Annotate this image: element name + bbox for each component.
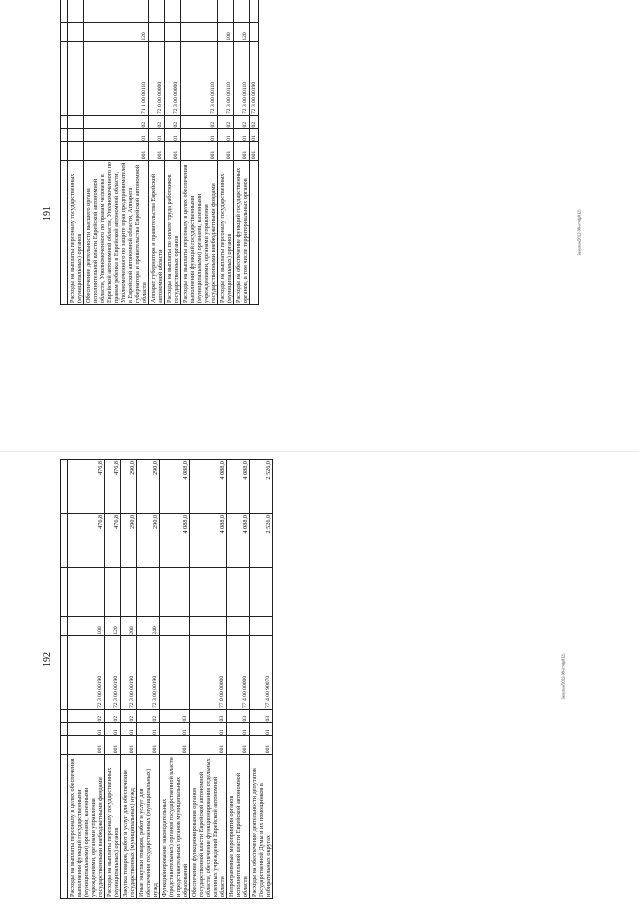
table-row (160, 460, 190, 899)
header-cell (61, 722, 68, 735)
cell-rz: 01 (68, 722, 105, 735)
rotated-table-container (60, 459, 320, 899)
cell-csr: 72 3 00 00190 (137, 636, 160, 709)
cell-vr (227, 616, 250, 636)
header-cell (61, 160, 68, 304)
cell-gr: 001 (160, 736, 190, 754)
cell-rz: 01 (105, 722, 121, 735)
header-cell (61, 513, 68, 567)
cell-s1: 290,0 (121, 513, 137, 567)
cell-gr: 001 (250, 736, 273, 754)
cell-rz: 01 (137, 722, 160, 735)
cell-pr: 02 (165, 115, 181, 128)
table-row (190, 460, 227, 899)
table-row (227, 460, 250, 899)
cell-pr: 02 (218, 115, 234, 128)
cell-csr: 72 0 00 00000 (149, 42, 165, 115)
cell-s2: 4 088,0 (190, 460, 227, 514)
header-cell (61, 42, 68, 115)
cell-name: Расходы на выплаты по оплате труда работников государственных органов (165, 160, 181, 304)
cell-rz: 01 (181, 128, 218, 141)
cell-gr: 001 (250, 142, 259, 160)
table-row (149, 0, 165, 305)
budget-table (60, 0, 259, 305)
cell-name: Расходы на выплаты персоналу в целях обеспечения выполнения функций государственными (муниципальными) органами, казенными учреждениями, органами управления государственными внебюджетными фондами (68, 754, 105, 898)
cell-vr (149, 22, 165, 42)
cell-empty (181, 0, 218, 22)
cell-empty (137, 567, 160, 616)
cell-gr: 001 (149, 142, 165, 160)
cell-csr: 72 3 00 00110 (218, 42, 234, 115)
cell-pr: 02 (234, 115, 250, 128)
table-row (181, 0, 218, 305)
cell-vr: 100 (68, 616, 105, 636)
cell-s1: 2 526,0 (250, 513, 273, 567)
cell-rz: 01 (250, 722, 273, 735)
cell-csr: 72 3 00 00190 (68, 636, 105, 709)
cell-csr: 77 4 00 00000 (227, 636, 250, 709)
cell-gr: 001 (68, 736, 105, 754)
cell-rz: 01 (160, 722, 190, 735)
table-row (68, 0, 84, 305)
cell-empty (68, 567, 105, 616)
page-footer: Закупки/2022-98-отч(р812) (560, 653, 566, 700)
header-row (61, 0, 68, 305)
cell-empty (250, 567, 273, 616)
header-cell (61, 115, 68, 128)
cell-vr: 240 (137, 616, 160, 636)
cell-name: Непрограммные мероприятия органов исполнительной власти Еврейской автономной области (227, 754, 250, 898)
cell-rz: 01 (227, 722, 250, 735)
cell-rz: 01 (250, 128, 259, 141)
cell-csr: 72 3 00 00190 (250, 42, 259, 115)
cell-s2: 476,8 (68, 460, 105, 514)
cell-pr: 03 (250, 709, 273, 722)
table-row (234, 0, 250, 305)
cell-name: Расходы на выплаты персоналу в целях обеспечения выполнения функций государственными (муниципальными) органами, казенными учреждениями, органами управления государственными внебюджетными фондами (181, 160, 218, 304)
cell-rz: 01 (165, 128, 181, 141)
cell-csr: 72 3 00 00110 (181, 42, 218, 115)
cell-empty (218, 0, 234, 22)
cell-gr: 001 (84, 142, 149, 160)
budget-table (60, 459, 273, 899)
cell-gr: 001 (137, 736, 160, 754)
cell-vr: 120 (105, 616, 121, 636)
cell-pr: 03 (190, 709, 227, 722)
cell-pr: 03 (160, 709, 190, 722)
cell-name: Функционирование законодательных (представительных) органов государственной власти и представительных органов муниципальных образований (160, 754, 190, 898)
cell-s1: 4 088,0 (190, 513, 227, 567)
cell-gr: 001 (165, 142, 181, 160)
table-row (250, 460, 273, 899)
header-cell (61, 709, 68, 722)
table-row (84, 0, 149, 305)
cell-vr: 120 (84, 22, 149, 42)
cell-rz: 01 (121, 722, 137, 735)
page-number: 192 (42, 652, 53, 667)
header-cell (61, 616, 68, 636)
cell-gr: 001 (218, 142, 234, 160)
cell-name: Иные закупки товаров, работ и услуг для обеспечения государственных (муниципальных) нужд (137, 754, 160, 898)
header-cell (61, 142, 68, 160)
table-row (250, 0, 259, 305)
header-cell (61, 128, 68, 141)
cell-empty (121, 567, 137, 616)
cell-vr (190, 616, 227, 636)
cell-name: Расходы на выплаты персоналу государственных (муниципальных) органов (68, 160, 84, 304)
cell-s2: 290,0 (121, 460, 137, 514)
cell-empty (165, 0, 181, 22)
page-footer: Закупки/2022-98-отч(р812) (576, 209, 582, 256)
cell-csr: 72 3 00 00190 (105, 636, 121, 709)
cell-pr: 02 (68, 709, 105, 722)
cell-vr (160, 616, 190, 636)
cell-empty (149, 0, 165, 22)
cell-vr (68, 22, 84, 42)
table-row (68, 460, 105, 899)
cell-rz (68, 128, 84, 141)
cell-gr: 001 (181, 142, 218, 160)
cell-csr: 77 4 00 90070 (250, 636, 273, 709)
cell-rz: 01 (218, 128, 234, 141)
cell-csr: 71 1 00 00110 (84, 42, 149, 115)
cell-s2: 4 088,0 (160, 460, 190, 514)
header-cell (61, 22, 68, 42)
cell-name: Расходы на обеспечение функций государственных органов, в том числе территориальных органов (234, 160, 250, 304)
cell-gr: 001 (234, 142, 250, 160)
cell-vr (165, 22, 181, 42)
cell-rz: 01 (234, 128, 250, 141)
table-row (218, 0, 234, 305)
cell-name: Обеспечение функционирования органов государственной власти Еврейской автономной области, обеспечение функционирования отдельных казенных учреждений Еврейской автономной области (190, 754, 227, 898)
cell-pr (68, 115, 84, 128)
header-cell (61, 0, 68, 22)
cell-vr (250, 22, 259, 42)
cell-rz: 01 (149, 128, 165, 141)
table-row (165, 0, 181, 305)
cell-csr (160, 636, 190, 709)
cell-gr: 001 (105, 736, 121, 754)
cell-s1: 476,8 (68, 513, 105, 567)
cell-pr: 02 (84, 115, 149, 128)
cell-empty (84, 0, 149, 22)
table-row (137, 460, 160, 899)
cell-pr: 02 (250, 115, 259, 128)
cell-pr: 02 (137, 709, 160, 722)
cell-pr: 02 (149, 115, 165, 128)
page-192 (0, 452, 639, 904)
cell-csr: 77 0 00 00000 (190, 636, 227, 709)
cell-csr: 72 3 00 00110 (234, 42, 250, 115)
cell-pr: 03 (227, 709, 250, 722)
cell-s1: 290,0 (137, 513, 160, 567)
cell-name: Закупка товаров, работ и услуг для обеспечения государственных (муниципальных) нужд (121, 754, 137, 898)
cell-s1: 4 088,0 (160, 513, 190, 567)
cell-gr: 001 (227, 736, 250, 754)
cell-empty (190, 567, 227, 616)
cell-gr: 001 (190, 736, 227, 754)
cell-name: Расходы на выплаты персоналу государственных (муниципальных) органов (218, 160, 234, 304)
rotated-table-container (60, 0, 320, 305)
cell-empty (68, 0, 84, 22)
header-cell (61, 754, 68, 898)
cell-name (250, 160, 259, 304)
cell-s1: 476,8 (105, 513, 121, 567)
cell-name: Аппарат губернатора и правительства Еврейской автономной области (149, 160, 165, 304)
cell-empty (160, 567, 190, 616)
cell-gr (68, 142, 84, 160)
cell-csr (68, 42, 84, 115)
header-row (61, 460, 68, 899)
header-cell (61, 636, 68, 709)
cell-csr: 72 3 00 00000 (165, 42, 181, 115)
cell-vr (250, 616, 273, 636)
cell-empty (250, 0, 259, 22)
table-row (105, 460, 121, 899)
cell-name: Обеспечение деятельности высшего органа исполнительной власти Еврейской автономной области, Уполномоченного по правам человека в Еврейской автономной области, Уполномоченного по правам ребенка в Еврейской автономной области, Уполномоченного по защите прав предпринимателей в Еврейской автономной области, Аппарата губернатора и правительства Еврейской автономной области (84, 161, 148, 303)
cell-empty (227, 567, 250, 616)
cell-s1: 4 088,0 (227, 513, 250, 567)
cell-pr: 02 (105, 709, 121, 722)
page-191 (0, 0, 639, 452)
cell-vr: 200 (121, 616, 137, 636)
cell-s2: 2 526,0 (250, 460, 273, 514)
cell-vr: 100 (218, 22, 234, 42)
cell-empty (105, 567, 121, 616)
table-row (121, 460, 137, 899)
cell-csr: 72 3 00 00190 (121, 636, 137, 709)
cell-pr: 02 (121, 709, 137, 722)
header-cell (61, 567, 68, 616)
cell-empty (234, 0, 250, 22)
cell-s2: 476,8 (105, 460, 121, 514)
page-number: 191 (42, 206, 53, 221)
cell-pr: 02 (181, 115, 218, 128)
header-cell (61, 460, 68, 514)
cell-name: Расходы на обеспечение деятельности депутатов Государственной Думы и их помощников в избирательных округах (250, 754, 273, 898)
cell-gr: 001 (121, 736, 137, 754)
cell-s2: 290,0 (137, 460, 160, 514)
cell-vr: 120 (234, 22, 250, 42)
cell-rz: 01 (84, 128, 149, 141)
cell-rz: 01 (190, 722, 227, 735)
cell-vr (181, 22, 218, 42)
cell-s2: 4 088,0 (227, 460, 250, 514)
cell-name: Расходы на выплаты персоналу государственных (муниципальных) органов (105, 754, 121, 898)
header-cell (61, 736, 68, 754)
